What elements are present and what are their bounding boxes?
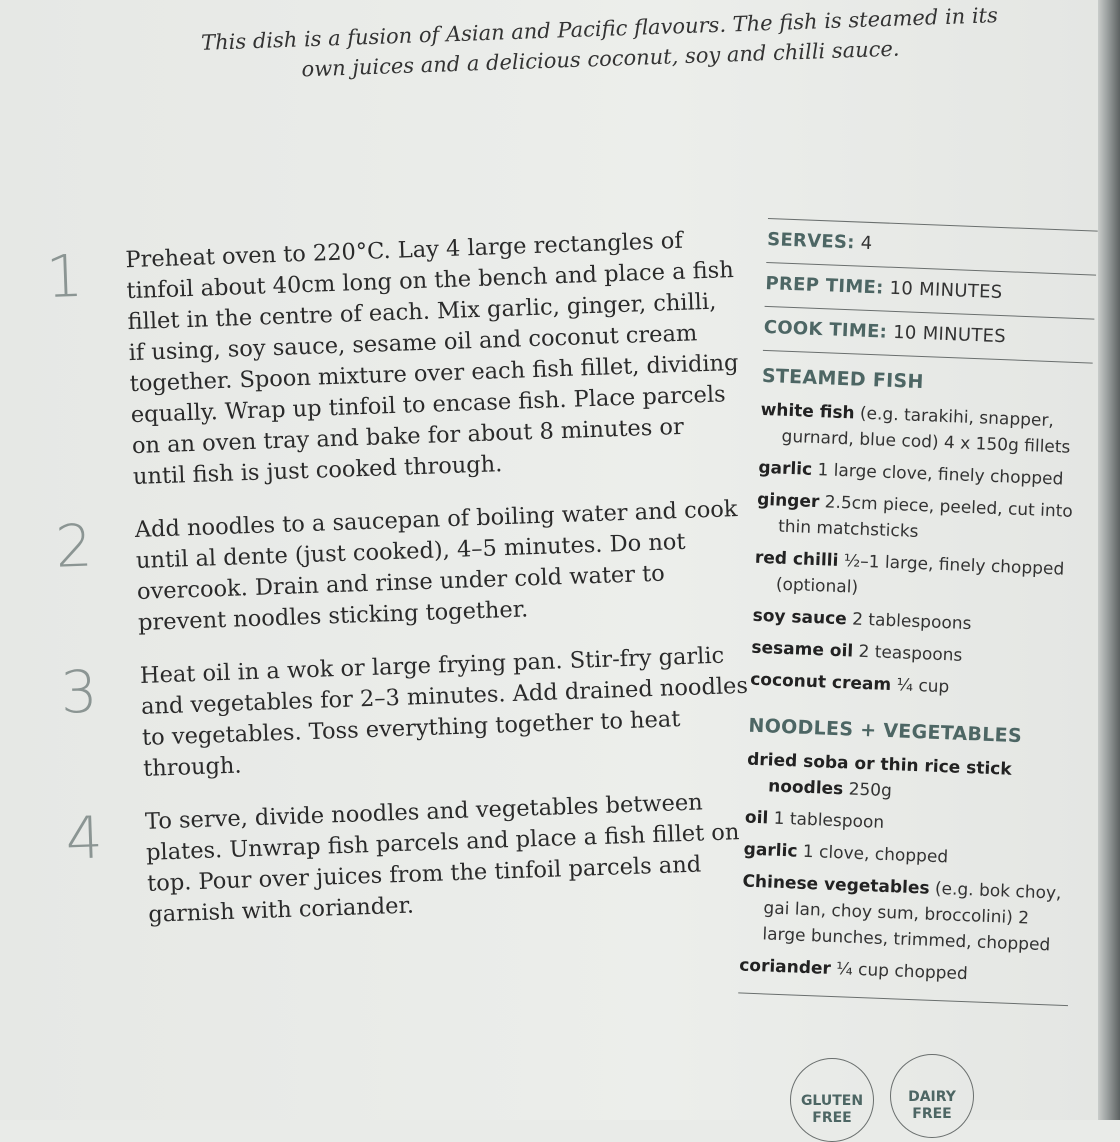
steamed-fish-list xyxy=(750,397,1091,705)
method-steps xyxy=(45,224,759,956)
ingredient-name: Chinese vegetables xyxy=(742,871,930,899)
ingredient-name: ginger xyxy=(756,489,820,513)
ingredient-item xyxy=(739,952,1070,991)
intro-text: This dish is a fusion of Asian and Pacific flavours. The fish is steamed in its own juices and a delicious coconut, soy and chilli sauce. xyxy=(200,3,999,82)
ingredient-item xyxy=(753,545,1085,610)
ingredient-detail: (e.g. tarakihi, snapper, gurnard, blue cod) 4 x 150g fillets xyxy=(781,403,1071,458)
gluten-free-badge: GLUTEN FREE xyxy=(790,1058,874,1142)
ingredient-detail: ¼ cup xyxy=(896,675,950,698)
ingredient-detail: 1 large clove, finely chopped xyxy=(817,460,1064,490)
ingredient-name: oil xyxy=(744,807,769,829)
ingredient-name: white fish xyxy=(760,399,855,424)
book-spine xyxy=(1098,0,1120,1120)
ingredient-detail: (e.g. bok choy, gai lan, choy sum, broccolini) 2 large bunches, trimmed, chopped xyxy=(762,878,1062,956)
ingredient-item xyxy=(758,455,1089,494)
step-number: 1 xyxy=(44,241,85,311)
ingredient-item xyxy=(759,397,1091,462)
divider xyxy=(738,992,1068,1006)
ingredient-name: coriander xyxy=(738,955,832,979)
ingredient-detail: ½–1 large, finely chopped (optional) xyxy=(775,551,1065,598)
noodles-heading: NOODLES + VEGETABLES xyxy=(748,714,1023,748)
dairy-free-badge: DAIRY FREE xyxy=(890,1054,974,1138)
step-text: Add noodles to a saucepan of boiling water and cook until al dente (just cooked), 4–5 minutes. Do not overcook. Drain and rinse under cold water to prevent noodles sticking together. xyxy=(134,496,738,636)
cook-time-value: 10 MINUTES xyxy=(892,321,1007,348)
step-3 xyxy=(60,640,754,788)
ingredient-name: garlic xyxy=(743,839,798,862)
ingredient-detail: 2.5cm piece, peeled, cut into thin matchsticks xyxy=(777,492,1074,542)
ingredient-detail: 1 clove, chopped xyxy=(802,841,949,868)
steamed-fish-heading: STEAMED FISH xyxy=(761,364,925,394)
ingredient-item xyxy=(752,603,1083,642)
step-number: 2 xyxy=(54,511,94,581)
ingredient-name: dried soba or thin rice stick noodles xyxy=(746,749,1012,800)
step-text: To serve, divide noodles and vegetables between plates. Unwrap fish parcels and place a fish fillet on top. Pour over juices from the tinfoil parcels and garnish with coriander. xyxy=(144,789,740,928)
ingredient-detail: 2 tablespoons xyxy=(851,609,972,635)
ingredient-name: coconut cream xyxy=(749,669,892,696)
ingredient-detail: 1 tablespoon xyxy=(773,808,885,833)
step-text: Heat oil in a wok or large frying pan. Stir-fry garlic and vegetables for 2–3 minutes. Add drained noodles to vegetables. Toss everything together to heat through. xyxy=(139,642,749,782)
ingredient-name: garlic xyxy=(758,457,813,480)
ingredient-detail: ¼ cup chopped xyxy=(835,959,969,985)
step-4 xyxy=(65,786,759,934)
step-text: Preheat oven to 220°C. Lay 4 large rectangles of tinfoil about 40cm long on the bench and place a fish fillet in the centre of each. Mix garlic, ginger, chilli, if using, soy sauce, sesame oil and coconut cream together. Spoon mixture over each fish fillet, dividing equally. Wrap up tinfoil to encase fish. Place parcels on an oven tray and bake for about 8 minutes or until fish is just cooked through. xyxy=(125,227,739,491)
ingredient-detail: 2 teaspoons xyxy=(858,641,963,666)
ingredient-item xyxy=(740,869,1073,960)
ingredient-name: red chilli xyxy=(754,547,839,571)
ingredient-item xyxy=(744,805,1075,844)
ingredient-item xyxy=(746,747,1078,812)
step-number: 3 xyxy=(59,657,99,727)
prep-time-value: 10 MINUTES xyxy=(889,277,1003,304)
ingredient-name: soy sauce xyxy=(752,605,848,630)
ingredients-panel xyxy=(738,218,1098,1006)
ingredient-item xyxy=(756,487,1088,552)
ingredient-item xyxy=(751,635,1082,674)
cook-time-label: COOK TIME: xyxy=(763,316,888,343)
noodles-list xyxy=(739,747,1078,991)
step-2 xyxy=(54,494,748,642)
step-1 xyxy=(45,224,743,496)
step-number: 4 xyxy=(64,803,104,873)
ingredient-item xyxy=(750,667,1081,706)
ingredient-item xyxy=(743,837,1074,876)
prep-time-label: PREP TIME: xyxy=(765,272,885,299)
serves-value: 4 xyxy=(860,232,873,255)
ingredient-name: sesame oil xyxy=(751,637,854,662)
serves-label: SERVES: xyxy=(766,228,856,254)
ingredient-detail: 250g xyxy=(848,779,893,802)
